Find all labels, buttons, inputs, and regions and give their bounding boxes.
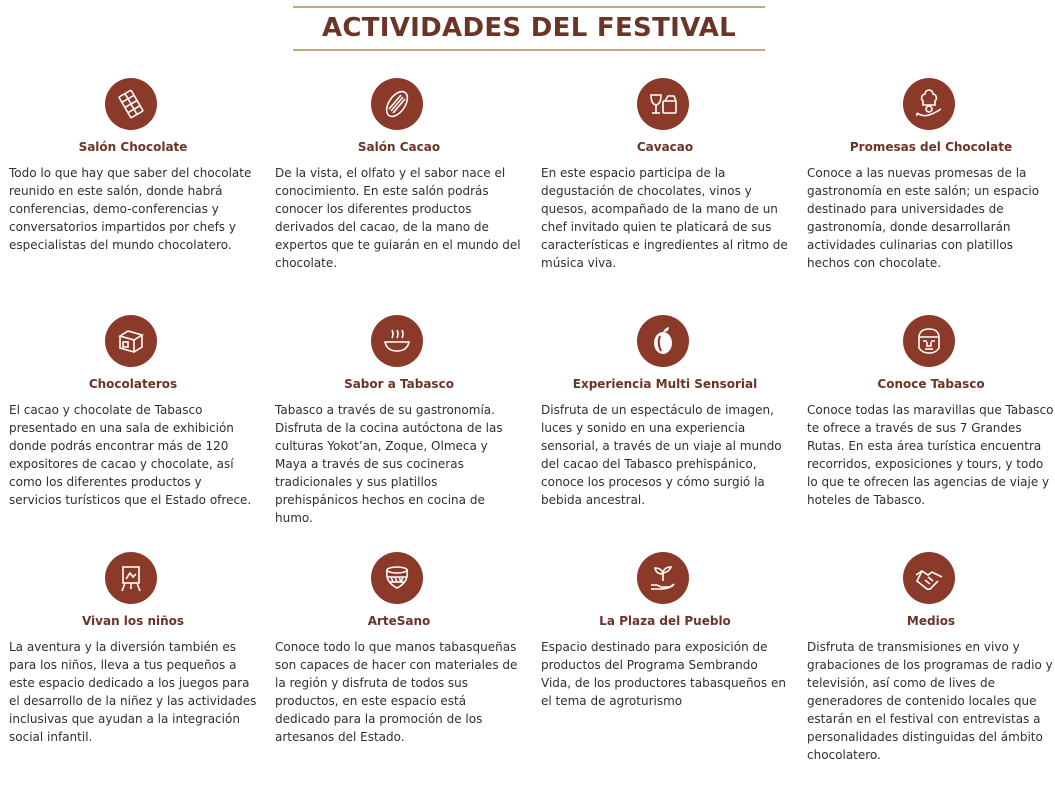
activity-description: Espacio destinado para exposición de productos del Programa Sembrando Vida, de los productores tabasqueños en el tema de agroturismo xyxy=(541,640,786,708)
cacao-pod-icon xyxy=(371,78,423,130)
activity-description: Todo lo que hay que saber del chocolate reunido en este salón, donde habrá conferencias, demo-conferencias y conversatorios impartidos por chefs y especialistas del mundo chocolatero. xyxy=(9,166,252,252)
activity-description: De la vista, el olfato y el sabor nace el conocimiento. En este salón podrás conocer los diferentes productos derivados del cacao, de la mano de expertos que te guiarán en el mundo del chocolate. xyxy=(275,166,521,270)
activity-title: Sabor a Tabasco xyxy=(344,377,454,391)
chocolate-bar-icon xyxy=(105,78,157,130)
activity-title: Promesas del Chocolate xyxy=(849,140,1013,154)
easel-icon xyxy=(105,552,157,604)
handshake-icon xyxy=(903,552,955,604)
activity-description: Disfruta de transmisiones en vivo y grabaciones de los programas de radio y televisión, así como de lives de generadores de contenido locales que estarán en el festival con entrevistas a personalidades distinguidas del ámbito chocolatero. xyxy=(807,640,1053,762)
activity-description: Conoce todo lo que manos tabasqueñas son capaces de hacer con materiales de la región y disfruta de todos sus productos, en este espacio está dedicado para la promoción de los artesanos del Estado. xyxy=(275,640,518,744)
chef-hat-icon xyxy=(903,78,955,130)
activity-title: Conoce Tabasco xyxy=(877,377,985,391)
pottery-icon xyxy=(371,552,423,604)
activity-title: ArteSano xyxy=(367,614,431,628)
activity-title: Medios xyxy=(906,614,956,628)
activity-description: El cacao y chocolate de Tabasco presentado en una sala de exhibición donde podrás encontrar más de 120 expositores de cacao y chocolate, así como los diferentes productos y servicios turísticos que el Estado ofrece. xyxy=(9,403,252,507)
activity-title: Vivan los niños xyxy=(81,614,185,628)
activity-description: En este espacio participa de la degustación de chocolates, vinos y quesos, acompañado de la mano de un chef invitado quien te platicará de sus características e ingredientes al ritmo de música viva. xyxy=(541,166,788,270)
activity-title: Cavacao xyxy=(636,140,694,154)
activity-description: Conoce a las nuevas promesas de la gastronomía en este salón; un espacio destinado para universidades de gastronomía, donde desarrollarán actividades culinarias con platillos hechos con chocolate. xyxy=(807,166,1040,270)
cacao-seed-icon xyxy=(637,315,689,367)
activity-title: Chocolateros xyxy=(88,377,178,391)
activity-description: Tabasco a través de su gastronomía. Disfruta de la cocina autóctona de las culturas Yokot’an, Zoque, Olmeca y Maya a través de sus cocineras tradicionales y sus platillos prehispánicos hechos en cocina de humo. xyxy=(275,403,503,525)
activity-description: Disfruta de un espectáculo de imagen, luces y sonido en una experiencia sensorial, a través de un viaje al mundo del cacao del Tabasco prehispánico, conoce los procesos y cómo surgió la bebida ancestral. xyxy=(541,403,782,507)
wine-glass-icon xyxy=(637,78,689,130)
activity-title: La Plaza del Pueblo xyxy=(599,614,731,628)
food-bowl-icon xyxy=(371,315,423,367)
page-title: ACTIVIDADES DEL FESTIVAL xyxy=(321,13,737,43)
sprout-hand-icon xyxy=(637,552,689,604)
festival-header xyxy=(293,6,765,51)
activity-description: Conoce todas las maravillas que Tabasco te ofrece a través de sus 7 Grandes Rutas. En esta área turística encuentra recorridos, exposiciones y tours, y todo lo que te ofrecen las agencias de viaje y hoteles de Tabasco. xyxy=(807,403,1054,507)
olmec-head-icon xyxy=(903,315,955,367)
activity-description: La aventura y la diversión también es para los niños, lleva a tus pequeños a este espacio dedicado a los juegos para el desarrollo de la niñez y las actividades inclusivas que ayudan a la integración social infantil. xyxy=(9,640,257,744)
activity-title: Salón Chocolate xyxy=(78,140,188,154)
activity-title: Salón Cacao xyxy=(357,140,441,154)
activity-title: Experiencia Multi Sensorial xyxy=(572,377,758,391)
chocolate-box-icon xyxy=(105,315,157,367)
